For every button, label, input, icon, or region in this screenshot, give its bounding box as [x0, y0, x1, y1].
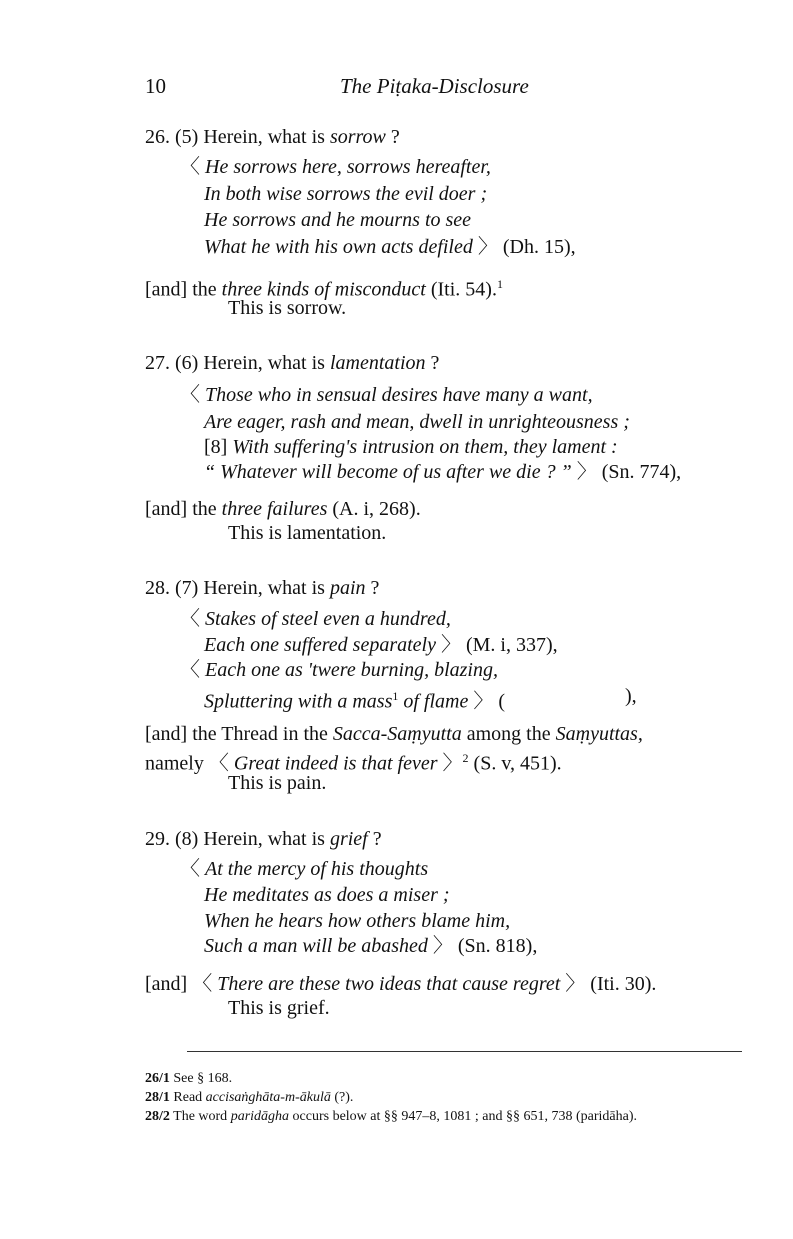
section-27-heading: 27. (6) Herein, what is lamentation ? — [145, 352, 440, 374]
footnote: 28/2 The word paridāgha occurs below at §§ 947–8, 1081 ; and §§ 651, 738 (paridāha). — [145, 1109, 638, 1124]
footnote: 26/1 See § 168. — [145, 1071, 233, 1086]
verse-line: 〈 Each one as 'twere burning, blazing, — [180, 659, 498, 681]
verse-line: What he with his own acts defiled 〉 (Dh. 15), — [204, 236, 576, 258]
section-26-conclusion: This is sorrow. — [228, 297, 347, 319]
footnote-marker: 1 — [496, 277, 503, 291]
verse-line: Such a man will be abashed 〉 (Sn. 818), — [204, 935, 538, 957]
running-title: The Piṭaka-Disclosure — [340, 74, 529, 98]
page-marker: [8] — [204, 436, 228, 458]
footnote-marker: 1 — [392, 689, 399, 703]
section-term: sorrow — [329, 126, 386, 148]
section-28-reference-line1: [and] the Thread in the Sacca-Saṃyutta among the Saṃyuttas, — [145, 723, 643, 745]
footnote-rule — [187, 1051, 742, 1052]
verse-line: 〈 At the mercy of his thoughts — [180, 858, 429, 880]
section-28-reference-line2: namely 〈 Great indeed is that fever 〉$^2$ (S. v, 451). — [145, 751, 562, 775]
footnote-marker: 2 — [462, 751, 469, 765]
section-27-conclusion: This is lamentation. — [228, 522, 387, 544]
verse-line: 〈 Stakes of steel even a hundred, — [180, 608, 451, 630]
verse-line: Spluttering with a mass$^1$ of flame 〉 ( — [204, 689, 506, 713]
verse-line: Each one suffered separately 〉 (M. i, 337), — [204, 634, 558, 656]
verse-line: “ Whatever will become of us after we die ? ” 〉 (Sn. 774), — [204, 461, 682, 483]
verse-line: When he hears how others blame him, — [204, 910, 511, 932]
verse-line: [8] With suffering's intrusion on them, they lament : — [204, 436, 618, 458]
verse-line: He meditates as does a miser ; — [204, 884, 450, 906]
verse-line: 〈 He sorrows here, sorrows hereafter, — [180, 156, 491, 178]
page-number: 10 — [145, 74, 166, 98]
verse-line: In both wise sorrows the evil doer ; — [204, 183, 488, 205]
section-28-conclusion: This is pain. — [228, 772, 327, 794]
section-29-conclusion: This is grief. — [228, 997, 330, 1019]
section-26-heading: 26. (5) Herein, what is sorrow ? — [145, 126, 400, 148]
section-number: 26. — [145, 126, 170, 148]
citation-close: ), — [625, 685, 637, 707]
section-lead: (5) Herein, what is — [175, 126, 325, 148]
section-28-heading: 28. (7) Herein, what is pain ? — [145, 577, 380, 599]
section-26-reference: [and] the three kinds of misconduct (Iti. 54).$^1$ — [145, 277, 503, 301]
footnote: 28/1 Read accisaṅghāta-m-ākulā (?). — [145, 1090, 354, 1105]
verse-line: Are eager, rash and mean, dwell in unrighteousness ; — [204, 411, 630, 433]
verse-line: 〈 Those who in sensual desires have many a want, — [180, 384, 593, 406]
section-29-reference: [and] 〈 There are these two ideas that cause regret 〉 (Iti. 30). — [145, 973, 657, 995]
verse-line: He sorrows and he mourns to see — [204, 209, 472, 231]
section-29-heading: 29. (8) Herein, what is grief ? — [145, 828, 382, 850]
section-27-reference: [and] the three failures (A. i, 268). — [145, 498, 421, 520]
